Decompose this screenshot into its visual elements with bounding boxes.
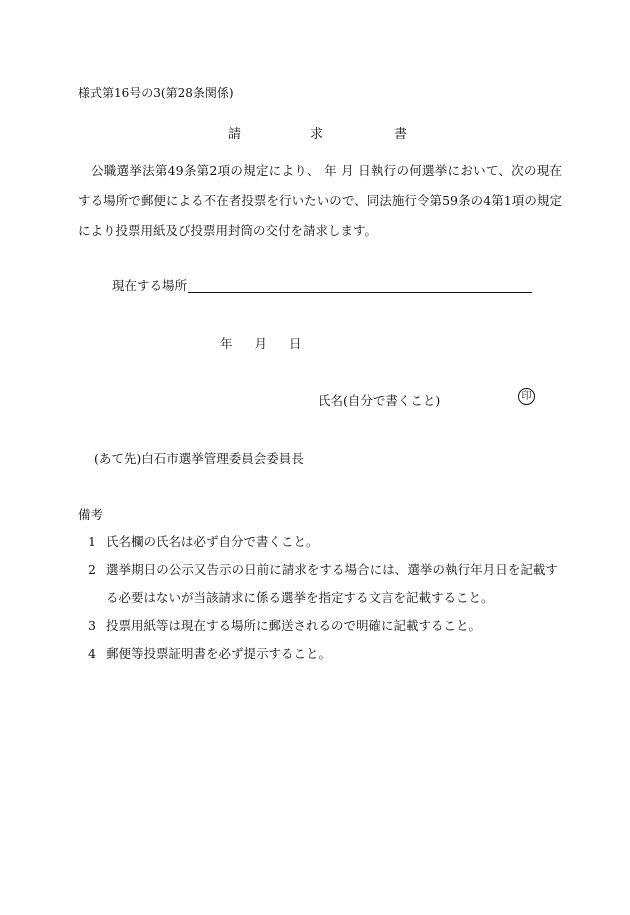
location-label: 現在する場所 <box>112 278 188 293</box>
remark-item <box>88 640 558 668</box>
date-day-label: 日 <box>289 336 302 351</box>
remark-text: 氏名欄の氏名は必ず自分で書くこと。 <box>106 534 319 549</box>
title-char-2: 求 <box>310 127 324 142</box>
document-title <box>0 123 630 141</box>
remark-number: 1 <box>88 534 96 549</box>
remark-text: 選挙期日の公示又告示の日前に請求をする場合には、選挙の執行年月日を記載する必要はないが当該請求に係る選挙を指定する文言を記載すること。 <box>106 562 558 605</box>
seal-mark-icon: 印 <box>518 388 535 405</box>
date-month-label: 月 <box>254 336 268 351</box>
remark-number: 2 <box>88 562 96 577</box>
form-number: 様式第16号の3(第28条関係) <box>78 86 234 100</box>
remarks-heading: 備考 <box>78 507 104 522</box>
remark-item <box>88 612 558 640</box>
addressee: (あて先)白石市選挙管理委員会委員長 <box>94 451 304 466</box>
request-paragraph: 公職選挙法第49条第2項の規定により、 年 月 日執行の何選挙において、次の現在する場所で郵便による不在者投票を行いたいので、同法施行令第59条の4第1項の規定により投票用紙及び投票用封筒の交付を請求します。 <box>78 163 562 238</box>
remark-number: 4 <box>88 646 96 661</box>
location-input-line[interactable] <box>188 292 532 293</box>
title-char-1: 請 <box>228 127 242 142</box>
remark-text: 投票用紙等は現在する場所に郵送されるので明確に記載すること。 <box>106 618 482 633</box>
title-char-3: 書 <box>394 127 408 142</box>
date-field[interactable] <box>220 334 302 352</box>
remark-text: 郵便等投票証明書を必ず提示すること。 <box>106 646 332 661</box>
remark-item <box>88 528 558 556</box>
remark-item <box>88 556 558 612</box>
name-label: 氏名(自分で書くこと) <box>318 393 441 408</box>
remark-number: 3 <box>88 618 96 633</box>
date-year-label: 年 <box>220 336 233 351</box>
